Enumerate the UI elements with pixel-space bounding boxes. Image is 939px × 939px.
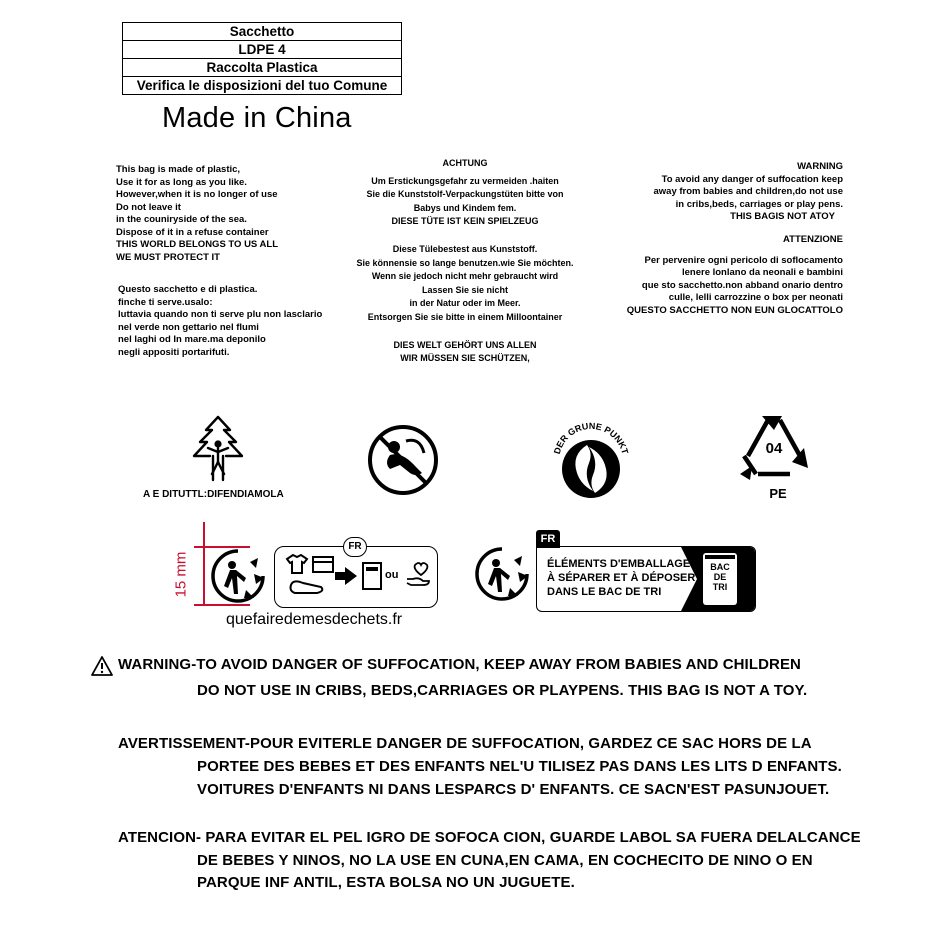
clothes-icon (283, 553, 339, 597)
spanish-warning-line: DE BEBES Y NINOS, NO LA USE EN CUNA,EN CAMA, EN COCHECITO DE NINO O EN (197, 852, 813, 869)
italian-environment-note (118, 284, 322, 359)
note-line: Sie könnensie so lange benutzen.wie Sie möchten. (356, 257, 574, 268)
arrow-right-icon (335, 567, 357, 585)
note-line: Sie die Kunststolf-Verpackungstüten bitte von (366, 189, 564, 200)
tree-caption: A E DITUTTL:DIFENDIAMOLA (143, 489, 284, 500)
note-line: in der Natur oder im Meer. (409, 298, 521, 309)
collection-bin-icon (361, 561, 383, 591)
table-row: Sacchetto (123, 23, 401, 41)
italian-warning-title: ATTENZIONE (783, 234, 843, 245)
note-line: lenere lonlano da neonali e bambini (681, 267, 843, 278)
note-line: nel laghi od In mare.ma deponilo (118, 334, 266, 345)
info-tri-line: ÉLÉMENTS D'EMBALLAGE (547, 558, 691, 570)
note-line: WIR MÜSSEN SIE SCHÜTZEN, (400, 353, 530, 364)
green-dot-icon (545, 411, 637, 503)
note-line: finche ti serve.usalo: (118, 296, 213, 308)
recycle-code: 04 (765, 440, 783, 457)
note-line: However,when it is no longer of use (116, 189, 278, 200)
recycle-material: PE (769, 486, 787, 501)
note-line: Diese Tülebestest aus Kunststoff. (392, 243, 538, 254)
note-line: negli appositi portarifuti. (118, 346, 230, 358)
note-line: away from babies and children,do not use (653, 186, 843, 197)
info-tri-box (536, 546, 756, 612)
french-warning-line: PORTEE DES BEBES ET DES ENFANTS NEL'U TILISEZ PAS DANS LES LITS D ENFANTS. (197, 758, 842, 775)
note-line: WE MUST PROTECT IT (116, 251, 220, 263)
website-label: quefairedemesdechets.fr (226, 611, 403, 628)
note-line: Um Erstickungsgefahr zu vermeiden .haiten (371, 175, 559, 186)
note-line: nel verde non gettario nel flumi (118, 321, 259, 333)
spanish-warning-line: ATENCION- PARA EVITAR EL PEL IGRO DE SOFOCA CION, GUARDE LABOL SA FUERA DELALCANCE (118, 829, 861, 846)
english-warning (653, 161, 843, 224)
triman-person-icon (474, 546, 530, 602)
german-warning-title: ACHTUNG (442, 158, 488, 168)
note-line: This bag is made of plastic, (116, 164, 241, 175)
note-line: Entsorgen Sie sie bitte in einem Milloontainer (367, 311, 563, 322)
note-line: Questo sacchetto e di plastica. (118, 284, 258, 295)
note-line: Dispose of it in a refuse container (116, 226, 269, 238)
disposal-info-table (122, 22, 402, 95)
table-row: Verifica le disposizioni del tuo Comune (136, 78, 388, 93)
french-warning-line: AVERTISSEMENT-POUR EVITERLE DANGER DE SUFFOCATION, GARDEZ CE SAC HORS DE LA (118, 735, 812, 752)
note-line: DIES WELT GEHÖRT UNS ALLEN (393, 339, 537, 350)
note-line: Babys und Kindem fem. (413, 202, 517, 213)
made-in-label: Made in China (162, 102, 352, 134)
dimension-label: 15 mm (172, 551, 190, 598)
dimension-tick-bottom (194, 604, 250, 606)
french-warning-line: VOITURES D'ENFANTS NI DANS LESPARCS D' ENFANTS. CE SACN'EST PASUNJOUET. (197, 781, 830, 798)
note-line: DIESE TÜTE IST KEIN SPIELZEUG (391, 216, 539, 227)
bin-label-line: BAC (710, 562, 730, 572)
triman-person-icon (210, 548, 266, 604)
bin-label-line: DE (713, 572, 727, 582)
note-line: in cribs,beds, carriages or play pens. (675, 198, 843, 210)
sorting-bin-icon (703, 553, 737, 605)
note-line: Use it for as long as you like. (116, 176, 247, 188)
note-line: que sto sacchetto.non abband onario dentro (641, 279, 843, 291)
fr-tab: FR (536, 530, 560, 548)
german-warning (340, 157, 590, 366)
italian-warning (627, 234, 843, 317)
note-line: QUESTO SACCHETTO NON EUN GLOCATTOLO (626, 304, 843, 316)
english-warning-title: WARNING (797, 161, 843, 172)
info-tri-line: À SÉPARER ET À DÉPOSER (547, 572, 696, 584)
note-line: Do not leave it (116, 201, 181, 213)
or-label: ou (385, 569, 399, 581)
table-row: Raccolta Plastica (123, 59, 401, 77)
tree-person-icon (186, 414, 250, 484)
donate-hand-icon (405, 561, 431, 589)
english-warning-line: WARNING-TO AVOID DANGER OF SUFFOCATION, KEEP AWAY FROM BABIES AND CHILDREN (118, 656, 801, 673)
spanish-warning-line: PARQUE INF ANTIL, ESTA BOLSA NO UN JUGUETE. (197, 874, 575, 891)
info-tri-line: DANS LE BAC DE TRI (547, 586, 662, 598)
dimension-line (203, 522, 205, 604)
table-row: LDPE 4 (123, 41, 401, 59)
english-environment-note (116, 164, 278, 264)
info-tri-text (547, 557, 695, 599)
fr-badge: FR (343, 537, 367, 557)
note-line: culle, lelli carrozzine o box per neonati (668, 292, 843, 303)
note-line: in the couniryside of the sea. (116, 214, 247, 225)
note-line: To avoid any danger of suffocation keep (661, 173, 843, 185)
note-line: luttavia quando non ti serve plu non lasclario (118, 309, 323, 320)
note-line: THIS WORLD BELONGS TO US ALL (116, 239, 279, 250)
note-line: THIS BAGIS NOT ATOY (730, 211, 835, 222)
note-line: Wenn sie jedoch nicht mehr gebraucht wird (371, 271, 559, 282)
warning-triangle-icon (90, 655, 114, 677)
green-dot-label: DER GRUNE PUNKT (551, 420, 631, 456)
no-child-suffocation-icon (366, 423, 440, 497)
note-line: Per pervenire ogni pericolo di soflocamento (644, 254, 843, 266)
english-warning-line: DO NOT USE IN CRIBS, BEDS,CARRIAGES OR PLAYPENS. THIS BAG IS NOT A TOY. (197, 682, 808, 699)
note-line: Lassen Sie sie nicht (421, 284, 509, 295)
bin-label-line: TRI (712, 582, 728, 592)
